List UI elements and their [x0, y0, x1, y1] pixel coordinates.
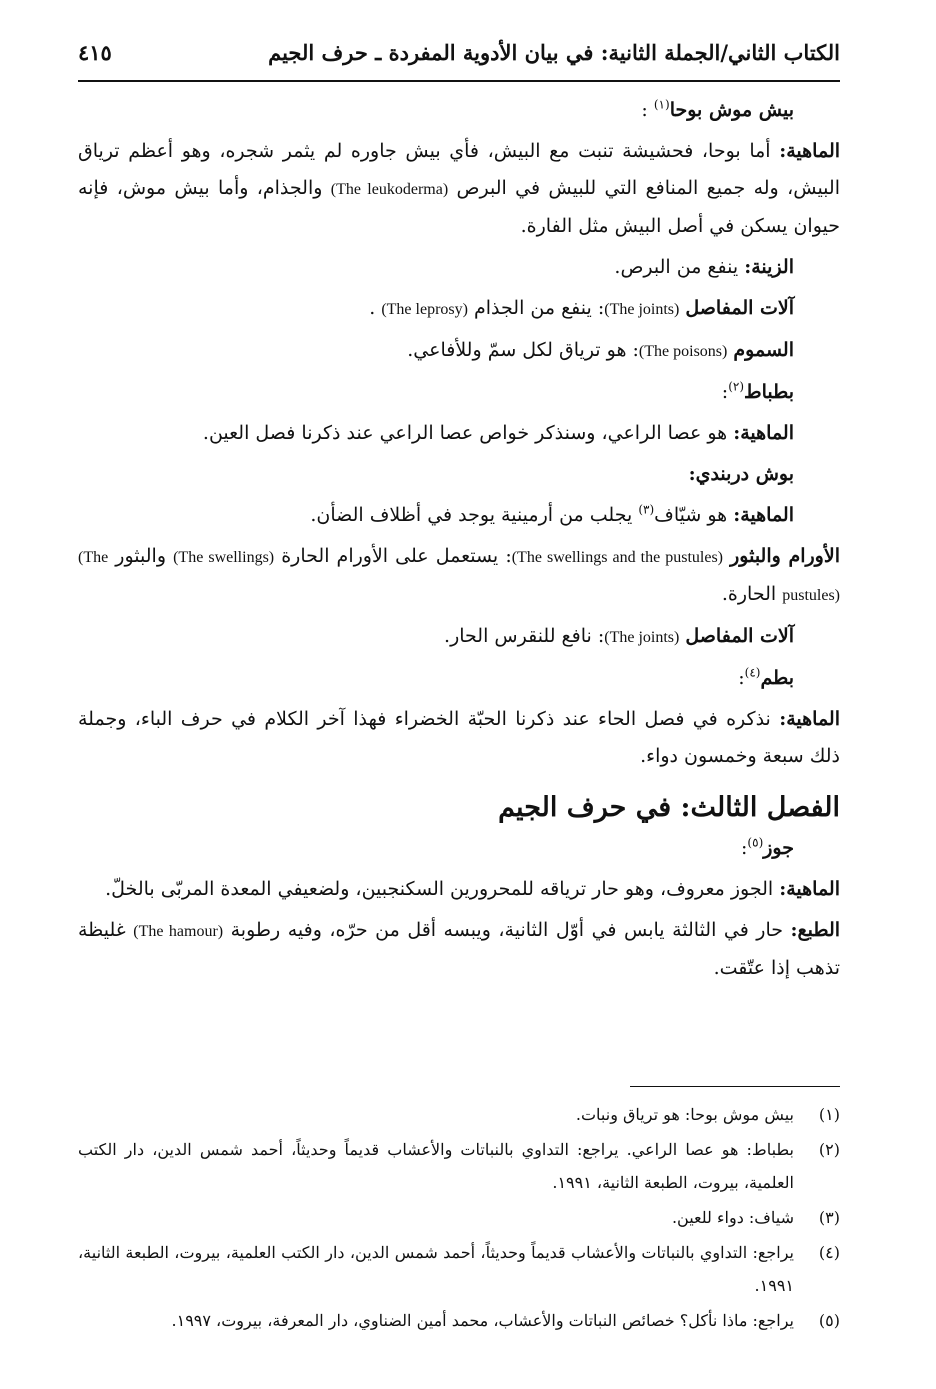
running-header: [78, 30, 840, 74]
main-text: [78, 92, 840, 991]
term-label: الماهية:: [733, 504, 794, 526]
paragraph: الطبع: حار في الثالثة يابس في أوّل الثانية، ويبسه أقل من حرّه، وفيه رطوبة (The hamour) غليظة تذهب إذا عتّقت.: [78, 919, 841, 979]
entry-heading: جوز$^{(٥)}$:: [741, 835, 794, 859]
footnote-ref: (١): [653, 97, 670, 112]
term-label: آلات المفاصل: [685, 625, 794, 647]
header-rule: [78, 80, 840, 82]
entry-heading: بيش موش بوحا$^{(١)}$ :: [641, 97, 794, 121]
footnote-text: بطباط: هو عصا الراعي. يراجع: التداوي بالنباتات والأعشاب قديماً وحديثاً، أحمد شمس الدين، دار الكتب العلمية، بيروت، الطبعة الثانية، ١٩٩١.: [78, 1140, 794, 1192]
term-label: الأورام والبثور: [730, 545, 840, 567]
footnote-text: يراجع: ماذا نأكل؟ خصائص النباتات والأعشاب، محمد أمين الضناوي، دار المعرفة، بيروت، ١٩٩٧.: [171, 1311, 794, 1330]
footnote-ref: (٢): [728, 379, 745, 394]
footnote-text: بيش موش بوحا: هو ترياق ونبات.: [575, 1105, 794, 1124]
footnote: [78, 1304, 840, 1337]
term-label: الماهية:: [733, 422, 794, 444]
paragraph: آلات المفاصل (The joints): نافع للنقرس الحار.: [444, 625, 794, 647]
footnote-ref: (٥): [747, 835, 764, 850]
footnote-number: (٣): [818, 1208, 840, 1227]
paragraph: الماهية: نذكره في فصل الحاء عند ذكرنا الحبّة الخضراء فهذا آخر الكلام في حرف الباء، وجملة ذلك سبعة وخمسون دواء.: [78, 708, 840, 767]
term-label: الماهية:: [779, 878, 840, 900]
footnote-ref: (٤): [744, 665, 761, 680]
footnote-text: يراجع: التداوي بالنباتات والأعشاب قديماً وحديثاً، أحمد شمس الدين، دار الكتب العلمية، بيروت، الطبعة الثانية، ١٩٩١.: [78, 1243, 794, 1295]
footnote-rule: [630, 1086, 840, 1087]
entry-heading: بطباط$^{(٢)}$:: [721, 379, 794, 403]
footnote-number: (٥): [818, 1311, 840, 1330]
footnote: [78, 1098, 840, 1131]
running-title: الكتاب الثاني/الجملة الثانية: في بيان الأدوية المفردة ـ حرف الجيم: [268, 39, 840, 65]
paragraph: السموم (The poisons): هو ترياق لكل سمّ وللأفاعي.: [407, 339, 794, 361]
footnote: [78, 1133, 840, 1199]
paragraph: آلات المفاصل (The joints): ينفع من الجذام (The leprosy) .: [369, 297, 794, 319]
paragraph: الماهية: هو عصا الراعي، وسنذكر خواص عصا الراعي عند ذكرنا فصل العين.: [202, 422, 794, 444]
footnote-number: (٤): [818, 1243, 840, 1262]
footnotes: [78, 1098, 840, 1339]
term-label: الماهية:: [779, 708, 840, 730]
page-number: ٤١٥: [78, 39, 112, 65]
entry-heading: بوش دربندي:: [688, 463, 794, 485]
term-label: آلات المفاصل: [685, 297, 794, 319]
footnote-number: (٢): [818, 1140, 840, 1159]
chapter-title: الفصل الثالث: في حرف الجيم: [498, 792, 840, 823]
footnote-number: (١): [818, 1105, 840, 1124]
paragraph: الأورام والبثور (The swellings and the pustules): يستعمل على الأورام الحارة (The swellings) والبثور (The pustules) الحارة.: [78, 545, 840, 605]
entry-heading: بطم$^{(٤)}$:: [738, 665, 794, 689]
paragraph: الماهية: هو شيّاف$^{(٣)}$ يجلب من أرمينية يوجد في أظلاف الضأن.: [310, 502, 794, 526]
term-label: الطبع:: [790, 919, 841, 941]
term-label: السموم: [733, 339, 794, 361]
paragraph: الزينة: ينفع من البرص.: [614, 256, 794, 278]
footnote: [78, 1236, 840, 1302]
footnote-text: شياف: دواء للعين.: [671, 1208, 794, 1227]
footnote-ref: (٣): [638, 502, 655, 517]
footnote: [78, 1201, 840, 1234]
term-label: الزينة:: [744, 256, 794, 278]
paragraph: الماهية: أما بوحا، فحشيشة تنبت مع البيش، فأي بيش جاوره لم يثمر شجره، وهو أعظم ترياق البيش، وله جميع المنافع التي للبيش في البرص (The leukoderma) والجذام، وأما بيش موش، فإنه حيوان يسكن في أصل البيش مثل الفارة.: [78, 140, 841, 237]
paragraph: الماهية: الجوز معروف، وهو حار ترياقه للمحرورين السكنجبين، ولضعيفي المعدة المربّى بالخلّ.: [105, 878, 840, 900]
term-label: الماهية:: [779, 140, 841, 162]
